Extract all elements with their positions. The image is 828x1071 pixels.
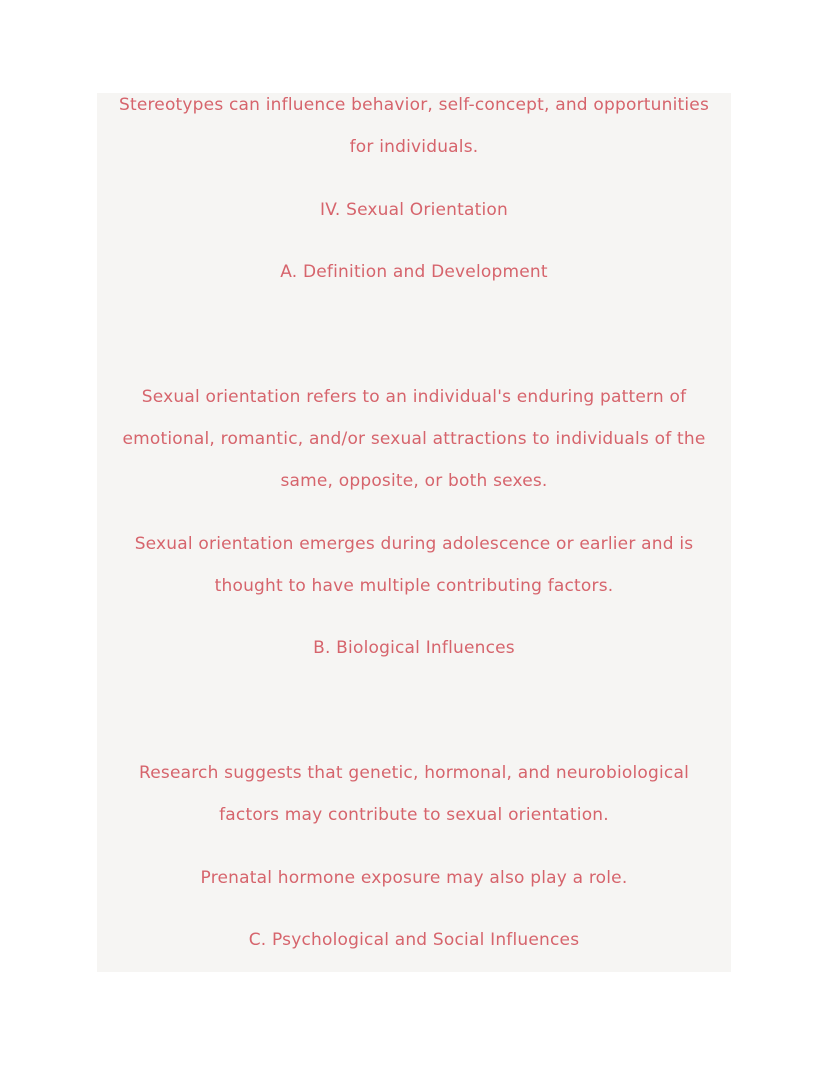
paragraph-orientation-definition [97,376,731,502]
document-line: Research suggests that genetic, hormonal, and neurobiological [139,763,689,783]
heading-psychological-social-influences [97,919,731,961]
document-line: factors may contribute to sexual orientation. [219,805,609,825]
paragraph-research-suggests [97,752,731,836]
document-line: for individuals. [349,137,479,157]
paragraph-empty [97,690,731,732]
heading-sexual-orientation [97,189,731,231]
paragraph-orientation-emerges [97,523,731,607]
document-line [97,690,731,732]
document-line: Prenatal hormone exposure may also play a role. [200,867,628,888]
document-line: thought to have multiple contributing factors. [214,575,614,596]
document-line: C. Psychological and Social Influences [248,930,580,950]
document-line: emotional, romantic, and/or sexual attractions to individuals of the [122,429,706,449]
document-line: A. Definition and Development [280,262,548,282]
document-page[interactable] [97,93,731,972]
document-line [97,314,731,356]
document-line: Sexual orientation refers to an individual's enduring pattern of [141,387,687,407]
document-line: Sexual orientation emerges during adolescence or earlier and is [134,533,694,554]
heading-definition-development [97,251,731,293]
document-line: IV. Sexual Orientation [320,199,508,220]
document-content [97,93,731,961]
document-line: B. Biological Influences [313,638,515,658]
document-line: Stereotypes can influence behavior, self-concept, and opportunities [118,95,710,115]
paragraph-empty [97,314,731,356]
paragraph-stereotypes [97,93,731,168]
heading-biological-influences [97,627,731,669]
document-line: same, opposite, or both sexes. [280,471,548,491]
paragraph-prenatal-hormone [97,857,731,899]
